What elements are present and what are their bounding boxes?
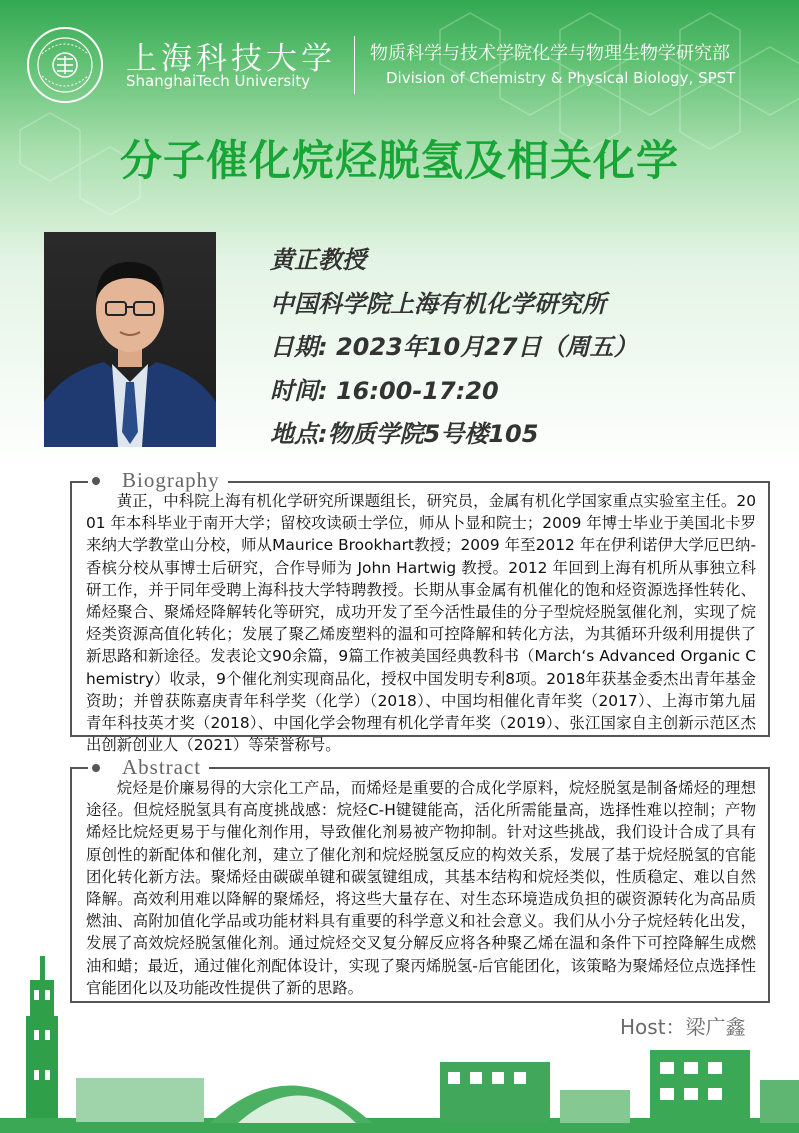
university-seal-icon: [26, 26, 104, 104]
speaker-affiliation: 中国科学院上海有机化学研究所: [270, 290, 606, 318]
lecture-date: 日期: 2023年10月27日（周五）: [270, 333, 638, 361]
division-name-en: Division of Chemistry & Physical Biology, SPST: [386, 69, 736, 87]
speaker-photo: [44, 232, 216, 447]
biography-text: 黄正，中科院上海有机化学研究所课题组长，研究员，金属有机化学国家重点实验室主任。2001 年本科毕业于南开大学；留校攻读硕士学位，师从卜显和院士；2009 年博士毕业于美国北卡罗来纳大学教堂山分校，师从Maurice Brookhart教授；2009 年至2012 年在伊利诺伊大学厄巴纳-香槟分校从事博士后研究，合作导师为 John Hartwig 教授。2012 年回到上海有机所从事独立科研工作，并于同年受聘上海科技大学特聘教授。长期从事金属有机催化的饱和烃资源选择性转化、烯烃聚合、聚烯烃降解转化等研究，成功开发了至今活性最佳的分子型烷烃脱氢催化剂，实现了烷烃类资源高值化转化；发展了聚乙烯废塑料的温和可控降解和转化方法，为其循环升级利用提供了新思路和新途径。发表论文90余篇，9篇工作被美国经典教科书（March‘s Advanced Organic Chemistry）收录，9个催化剂实现商品化，授权中国发明专利8项。2018年获基金委杰出青年基金资助；并曾获陈嘉庚青年科学奖（化学）（2018）、中国均相催化青年奖（2017）、上海市第九届青年科技英才奖（2018）、中国化学会物理有机化学青年奖（2019）、张江国家自主创新示范区杰出创新创业人（2021）等荣誉称号。: [86, 492, 757, 755]
division-name-cn: 物质科学与技术学院化学与物理生物学研究部: [370, 43, 730, 64]
abstract-label: Abstract: [122, 755, 202, 779]
abstract-text: 烷烃是价廉易得的大宗化工产品，而烯烃是重要的合成化学原料，烷烃脱氢是制备烯烃的理想途径。但烷烃脱氢具有高度挑战感：烷烃C-H键键能高，活化所需能量高，选择性难以控制；产物烯烃比烷烃更易于与催化剂作用，导致催化剂易被产物抑制。针对这些挑战，我们设计合成了具有原创性的新配体和催化剂，建立了催化剂和烷烃脱氢反应的构效关系，发展了基于烷烃脱氢的官能团化转化新方法。聚烯烃由碳碳单键和碳氢键组成，其基本结构和烷烃类似，性质稳定、难以自然降解。高效利用难以降解的聚烯烃，将这些大量存在、对生态环境造成负担的碳资源转化为高品质燃油、高附加值化学品或功能材料具有重要的科学意义和社会意义。我们从小分子烷烃转化出发，发展了高效烷烃脱氢催化剂。通过烷烃交叉复分解反应将各种聚乙烯在温和条件下可控降解生成燃油和蜡；最近，通过催化剂配体设计，实现了聚丙烯脱氢-后官能团化，该策略为聚烯烃位点选择性官能团化以及功能改性提供了新的思路。: [86, 779, 756, 997]
campus-skyline-illustration: [0, 940, 799, 1133]
university-name-en: ShanghaiTech University: [126, 72, 311, 90]
speaker-name: 黄正教授: [270, 246, 366, 274]
hexagon-pattern: [0, 0, 799, 240]
header-divider: [354, 36, 355, 94]
bullet-dot-icon: [92, 477, 100, 485]
bullet-dot-icon: [92, 764, 100, 772]
lecture-title: 分子催化烷烃脱氢及相关化学: [119, 136, 679, 185]
biography-label: Biography: [122, 468, 220, 492]
university-name-cn: 上海科技大学: [126, 41, 336, 77]
lecture-location: 地点:物质学院5号楼105: [270, 420, 539, 448]
host-label: Host：梁广鑫: [620, 1015, 746, 1039]
lecture-time: 时间: 16:00-17:20: [270, 377, 499, 405]
